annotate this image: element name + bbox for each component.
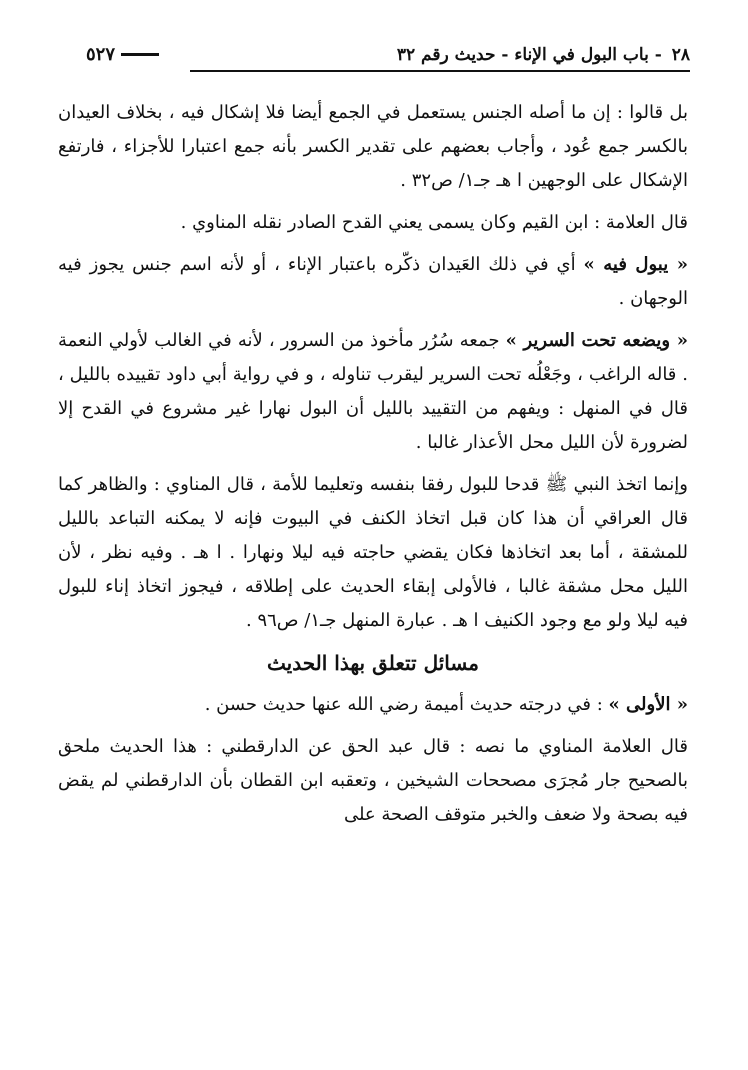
paragraph-lead: « ويضعه تحت السرير » <box>505 330 688 351</box>
page-number-block <box>86 44 159 65</box>
paragraph-text: جمعه سُرُر مأخوذ من السرور ، لأنه في الغالب لأولي النعمة . قاله الراغب ، وجَعْلُه تحت السرير ليقرب تناوله ، و في رواية أبي داود تقييده بالليل ، قال في المنهل : ويفهم من التقييد بالليل أن البول نهارا غير مشروع في القدح إلا لضرورة لأن الليل محل الأعذار غالبا . <box>58 330 688 453</box>
paragraph <box>58 206 688 240</box>
paragraph-lead: « يبول فيه » <box>583 254 688 275</box>
chapter-number: ٢٨ <box>671 45 690 65</box>
paragraph <box>58 248 688 316</box>
paragraph-text: قال العلامة المناوي ما نصه : قال عبد الحق عن الدارقطني : هذا الحديث ملحق بالصحيح جار مُجرَى مصححات الشيخين ، وتعقبه ابن القطان بأن الدارقطني لم يقض فيه بصحة ولا ضعف والخبر متوقف الصحة على <box>58 736 688 825</box>
page-body <box>58 96 688 840</box>
paragraph-text: وإنما اتخذ النبي ﷺ قدحا للبول رفقا بنفسه وتعليما للأمة ، قال المناوي : والظاهر كما قال العراقي أن هذا كان قبل اتخاذ الكنف في البيوت فإنه لا يمكنه التباعد بالليل للمشقة ، أما بعد اتخاذها فكان يقضي حاجته فيه ليلا ونهارا . ا هـ . وفيه نظر ، لأن الليل محل مشقة غالبا ، فالأولى إبقاء الحديث على إطلاقه ، فيجوز اتخاذ إناء للبول فيه ليلا ولو مع وجود الكنيف ا هـ . عبارة المنهل جـ١/ ص٩٦ . <box>58 474 688 631</box>
section-heading: مسائل تتعلق بهذا الحديث <box>267 651 479 675</box>
header-rule <box>190 70 690 72</box>
paragraph <box>58 730 688 832</box>
chapter-title: - باب البول في الإناء - حديث رقم ٣٢ <box>396 45 662 65</box>
page-number: ٥٢٧ <box>86 44 116 65</box>
paragraph <box>58 468 688 638</box>
paragraph <box>58 324 688 460</box>
paragraph <box>58 96 688 198</box>
running-title <box>397 45 690 65</box>
paragraph <box>58 688 688 722</box>
paragraph-text: : في درجته حديث أميمة رضي الله عنها حديث حسن . <box>204 694 609 715</box>
paragraph-text: قال العلامة : ابن القيم وكان يسمى يعني القدح الصادر نقله المناوي . <box>180 212 688 233</box>
page-header <box>86 44 690 65</box>
paragraph-text: بل قالوا : إن ما أصله الجنس يستعمل في الجمع أيضا فلا إشكال فيه ، بخلاف العيدان بالكسر جمع عُود ، وأجاب بعضهم على تقدير الكسر بأنه جمع اعتبارا للأجزاء ، فارتفع الإشكال على الوجهين ا هـ جـ١/ ص٣٢ . <box>58 102 688 191</box>
page-number-dash <box>121 53 159 56</box>
paragraph-lead: « الأولى » <box>608 694 688 715</box>
paragraph-text: أي في ذلك العَيدان ذكّره باعتبار الإناء ، أو لأنه اسم جنس يجوز فيه الوجهان . <box>58 254 688 309</box>
